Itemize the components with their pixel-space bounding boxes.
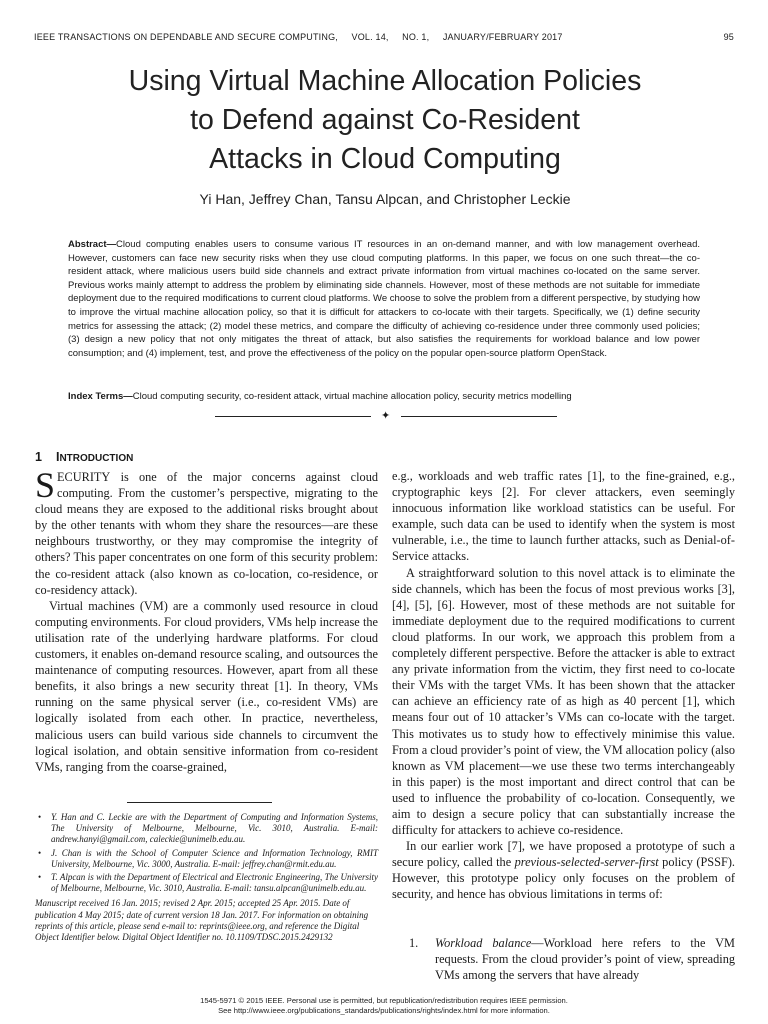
bullet-icon: • [38,812,42,822]
lead-word: ECURITY [57,470,111,484]
author-list: Yi Han, Jeffrey Chan, Tansu Alpcan, and Christopher Leckie [199,191,571,207]
right-paragraph-1: e.g., workloads and web traffic rates [1], to the fine-grained, e.g., cryptographic keys [2]. For clever attackers, even seemingly innocuous information like workload statistics can be useful. For example, such data can be used to identify when the system is most vulnerable, i.e., the time to launch further attacks, such as Denial-of-Service attacks. [392,469,735,564]
footnote-text: Y. Han and C. Leckie are with the Department of Computing and Information Systems, The University of Melbourne, Melbourne, Vic. 3010, Australia. E-mail: andrew.hanyi@gmail.com, caleckie@unimelb.edu.au. [51,812,378,845]
list-term: Workload balance [435,936,532,950]
footnotes [35,812,378,943]
section-title-rest: NTRODUCTION [59,453,134,464]
paragraph-text: policy (PSSF). However, this prototype policy only focuses on the problem of security, and hence has obvious limitations in terms of: [392,855,735,902]
intro-paragraph-2: Virtual machines (VM) are a commonly used resource in cloud computing environments. For cloud providers, VMs help increase the utilisation rate of the underlying hardware platforms. For cloud customers, it enables on-demand resource scaling, and outsources the maintenance of computing resources. However, apart from all these benefits, it also brings a new security threat [1]. In theory, VMs running on the same physical server (i.e., co-resident VMs) are logically isolated from each other. In practice, nevertheless, malicious users can build various side channels to circumvent the logical isolation, and obtain sensitive information from co-resident VMs, ranging from the coarse-grained, [35,598,378,774]
left-column [35,449,378,775]
divider-line-left [215,416,371,417]
drop-cap: S [35,465,56,505]
title-line: Attacks in Cloud Computing [209,143,561,175]
affiliation-footnote [35,848,378,870]
copyright-notice [0,996,768,1015]
abstract-label: Abstract— [68,239,117,250]
divider-ornament-icon: ✦ [381,410,391,422]
running-head [34,32,734,46]
footnote-text: J. Chan is with the School of Computer Science and Information Technology, RMIT University, Melbourne, Vic. 3000, Australia. E-mail: jeffrey.chan@rmit.edu.au. [51,847,378,869]
numbered-list-item [409,935,735,983]
footnote-text: T. Alpcan is with the Department of Electrical and Electronic Engineering, The University of Melbourne, Melbourne, Vic. 3010, Australia. E-mail: tansu.alpcan@unimelb.edu.au. [51,872,378,894]
paragraph-text: In our earlier work [7], we have proposed a prototype of such a secure policy, called the [392,839,735,870]
index-terms-text: Cloud computing security, co-resident attack, virtual machine allocation policy, security metrics modelling [132,391,572,402]
paragraph-text: is one of the major concerns against cloud computing. From the customer’s perspective, migrating to the cloud means they are exposed to the additional risks brought about by the other tenants with whom they share the resources—are these neighbours trustworthy, or they may compromise the integrity of others? This paper concentrates on one form of this security problem: the co-resident attack (also known as co-location, co-residence, or co-residency attack). [35,470,378,597]
bullet-icon: • [38,872,42,883]
page-number: 95 [723,32,734,42]
section-heading [35,449,378,465]
title-block [40,62,730,179]
abstract-text: Cloud computing enables users to consume various IT resources in an on-demand manner, and with low management overhead. However, customers can face new security risks when they use cloud computing platforms. In this paper, we focus on one such threat—the co-resident attack, where malicious users build side channels and extract private information from virtual machines co-located on the same server. Previous works mainly attempt to address the problem by eliminating side channels. However, most of these methods are not suitable for immediate deployment due to the required modifications to current cloud platforms. We choose to solve the problem from a different perspective, by studying how to improve the virtual machine allocation policy, so that it is difficult for attackers to co-locate with their targets. Specifically, we (1) define security metrics for assessing the attack; (2) model these metrics, and compare the difficulty of achieving co-residence under three commonly used policies; (3) design a new policy that not only mitigates the threat of attack, but also satisfies the requirements for workload balance and low power consumption; and (4) implement, test, and prove the effectiveness of the policy on the popular open-source platform OpenStack. [68,239,700,359]
section-number: 1 [35,450,42,464]
divider-line-right [401,416,557,417]
manuscript-history: Manuscript received 16 Jan. 2015; revised 2 Apr. 2015; accepted 25 Apr. 2015. Date of publication 4 May 2015; date of current version 18 Jan. 2017. For information on obtaining reprints of this article, please send e-mail to: reprints@ieee.org, and reference the Digital Object Identifier below. Digital Object Identifier no. 10.1109/TDSC.2015.2429132 [35,898,369,943]
index-terms-label: Index Terms— [68,391,133,402]
paper-title [40,62,730,179]
list-number: 1. [409,936,419,950]
journal-name: IEEE TRANSACTIONS ON DEPENDABLE AND SECURE COMPUTING, VOL. 14, NO. 1, JANUARY/FEBRUARY 2017 [34,32,563,42]
right-paragraph-3 [392,838,735,902]
list-text: —Workload here refers to the VM requests. From the cloud provider’s point of view, spreading VMs among the servers that have already [435,936,735,983]
right-paragraph-2: A straightforward solution to this novel attack is to eliminate the side channels, which has been the focus of most previous works [3], [4], [5], [6]. However, most of these methods are not suitable for immediate deployment due to the required modifications to current cloud platforms. In our work, we approach this problem from a completely different perspective. Before the attacker is able to extract any private information from the victim, they first need to co-locate their VMs with the target VMs. It has been shown that the attacker can achieve an efficiency rate of as high as 40 percent [1], which means four out of 10 attacker’s VMs can co-locate with the target. This motivates us to study how to effectively minimise this value. From a cloud provider’s point of view, the VM allocation policy (also known as VM placement—we use these two terms interchangeably in this paper) is the most important and direct control that can be used to influence the probability of co-location. Consequently, we aim to design a secure policy that can substantially increase the difficulty for attackers to achieve co-residence. [392,565,735,838]
rights-link: See http://www.ieee.org/publications_standards/publications/rights/index.html for more information. [218,1005,550,1015]
affiliation-footnote [35,872,378,894]
copyright-line: 1545-5971 © 2015 IEEE. Personal use is permitted, but republication/redistribution requires IEEE permission. [200,996,568,1005]
title-line: to Defend against Co-Resident [190,104,580,136]
section-title-initial: I [55,450,60,464]
index-terms [68,390,700,403]
section-divider [215,410,557,422]
affiliation-footnote [35,812,378,846]
policy-name: previous-selected-server-first [514,855,659,870]
right-column [392,468,735,903]
title-line: Using Virtual Machine Allocation Policies [128,65,642,97]
abstract [68,238,700,360]
intro-paragraph-1 [35,465,378,598]
footnote-rule [127,802,272,803]
bullet-icon: • [38,847,42,858]
